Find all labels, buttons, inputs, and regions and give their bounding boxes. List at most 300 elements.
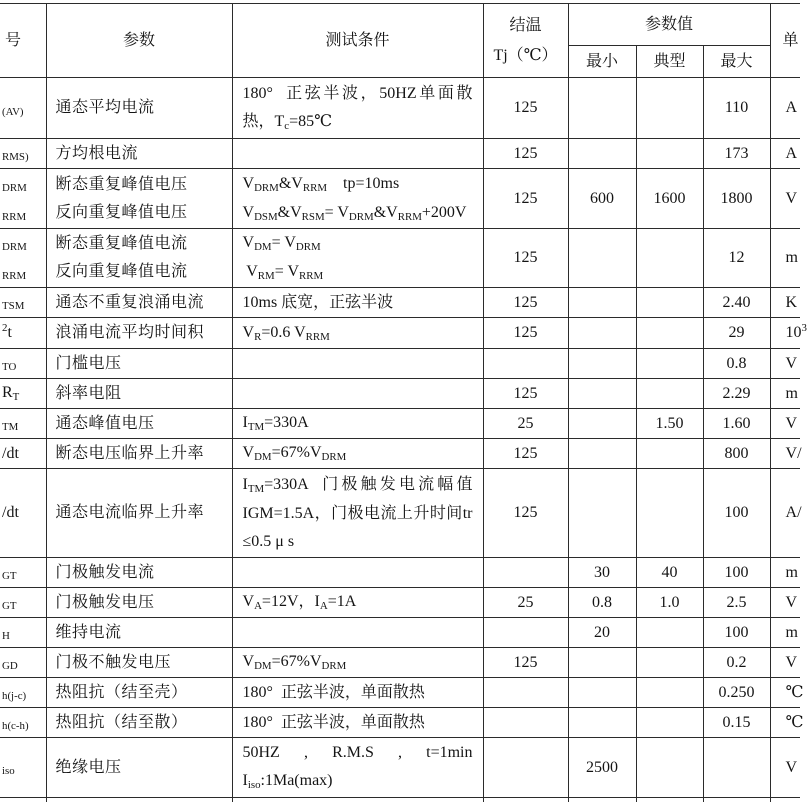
header-min: 最小: [568, 46, 636, 78]
unit-cell: [770, 139, 800, 169]
parameter-cell: [46, 648, 232, 678]
cell-line: [786, 559, 801, 587]
row-igt: [0, 558, 800, 588]
subscript: DM: [254, 241, 272, 254]
text-run: V: [242, 234, 255, 251]
unit-cell: [770, 439, 800, 469]
cell-line: [56, 258, 232, 286]
typ-cell: 40: [636, 558, 703, 588]
subscript: DRM: [321, 660, 347, 673]
cell-line: [2, 588, 46, 617]
row-rth-ch: [0, 708, 800, 738]
parameter-cell: [46, 439, 232, 469]
spec-table: [0, 3, 807, 802]
unit-cell: [770, 229, 800, 288]
condition-cell: [232, 439, 483, 469]
text-run: =330A: [264, 414, 309, 431]
text-run: V: [785, 758, 798, 776]
cell-line: [2, 379, 46, 408]
min-cell: [568, 229, 636, 288]
text-run: V/: [785, 444, 802, 462]
text-run: 通态不重复浪涌电流: [55, 293, 205, 311]
subscript: DRM: [348, 210, 374, 223]
unit-cell: [770, 288, 800, 318]
text-run: = V: [271, 234, 296, 251]
cell-line: [786, 649, 801, 677]
parameter-cell: [46, 588, 232, 618]
subscript: RM: [257, 270, 275, 283]
header-symbol: 号: [0, 4, 46, 78]
condition-cell: [232, 288, 483, 318]
cell-line: [56, 679, 232, 707]
symbol-cell: [0, 558, 46, 588]
cell-line: [243, 500, 473, 528]
cell-line: [2, 648, 46, 677]
table-body: [0, 78, 807, 802]
cell-line: [2, 499, 46, 527]
condition-cell: [232, 409, 483, 439]
text-run: &V: [278, 174, 303, 192]
typ-cell: [636, 349, 703, 379]
tj-cell: 25: [483, 409, 568, 439]
text-run: 反向重复峰值电压: [55, 203, 188, 221]
parameter-cell: [46, 708, 232, 738]
text-run: =0.6 V: [261, 323, 306, 341]
cell-line: [243, 409, 473, 438]
symbol-cell: [0, 678, 46, 708]
row-idrm-irrm: [0, 229, 800, 288]
text-run: A: [785, 144, 798, 162]
subscript: GT: [2, 600, 17, 613]
row-vgt: [0, 588, 800, 618]
text-run: 浪涌电流平均时间积: [55, 324, 205, 341]
cell-line: [243, 319, 473, 348]
text-run: 绝缘电压: [55, 758, 122, 776]
subscript: h(j-c): [2, 690, 27, 703]
cell-line: [243, 199, 473, 228]
cell-line: [56, 171, 232, 199]
subscript: GT: [2, 570, 17, 583]
tj-cell: 125: [483, 648, 568, 678]
subscript: RRM: [397, 210, 422, 223]
cell-line: [243, 528, 473, 556]
tj-cell: [483, 708, 568, 738]
condition-cell: [232, 349, 483, 379]
symbol-cell: [0, 798, 46, 802]
text-run: /dt: [2, 504, 19, 521]
cell-line: [56, 94, 232, 122]
superscript: 2: [2, 322, 8, 335]
condition-cell: [232, 738, 483, 798]
cell-line: [786, 499, 801, 527]
max-cell: 0.2: [703, 648, 770, 678]
min-cell: 30: [568, 558, 636, 588]
unit-cell: [770, 678, 804, 708]
parameter-cell: [46, 288, 232, 318]
parameter-cell: [46, 139, 232, 169]
cell-line: [2, 139, 46, 168]
header-row-top: [0, 4, 800, 46]
cell-line: [786, 619, 801, 647]
condition-cell: [232, 169, 483, 229]
text-run: 热阻抗（结至壳）: [55, 683, 188, 701]
subscript: DRM: [321, 451, 347, 464]
cell-line: [56, 319, 232, 347]
row-vdrm-vrrm: [0, 169, 800, 229]
typ-cell: [636, 618, 703, 648]
cell-line: [243, 679, 473, 707]
min-cell: [568, 708, 636, 738]
tj-cell: 25: [483, 588, 568, 618]
max-cell: 100: [703, 469, 770, 558]
row-vto: [0, 349, 800, 379]
cell-line: [56, 350, 232, 378]
text-run: 180° 正弦半波，单面散热: [242, 713, 425, 731]
text-run: ℃: [785, 713, 804, 731]
min-cell: [568, 648, 636, 678]
condition-cell: [232, 78, 483, 139]
cell-line: [785, 319, 807, 348]
subscript: A: [319, 600, 328, 613]
max-cell: 2.29: [703, 379, 770, 409]
cell-line: [2, 199, 46, 228]
parameter-cell: [46, 78, 232, 139]
tj-cell: [483, 558, 568, 588]
subscript: GD: [2, 660, 18, 673]
text-run: I: [242, 414, 248, 431]
cell-line: [56, 380, 232, 408]
cell-line: [243, 739, 473, 767]
subscript: h(c-h): [2, 720, 29, 733]
subscript: DM: [254, 660, 272, 673]
tj-cell: 125: [483, 229, 568, 288]
text-run: 门极触发电压: [55, 593, 155, 611]
max-cell: 1.60: [703, 409, 770, 439]
text-run: &V: [373, 203, 398, 221]
max-cell: [703, 798, 770, 802]
max-cell: 12: [703, 229, 770, 288]
text-run: V: [785, 189, 798, 207]
tj-cell: [483, 798, 568, 802]
subscript: TM: [247, 421, 265, 434]
subscript: iso: [247, 779, 261, 792]
cell-line: [786, 440, 801, 468]
row-rth-jc: [0, 678, 800, 708]
text-run: =85℃: [289, 112, 333, 130]
cell-line: [56, 559, 232, 587]
subscript: RRM: [2, 270, 27, 283]
subscript: TO: [2, 361, 17, 374]
symbol-cell: [0, 618, 46, 648]
text-run: 断态重复峰值电压: [55, 175, 188, 193]
max-cell: 0.250: [703, 678, 770, 708]
cell-line: [56, 754, 232, 782]
row-vgd: [0, 648, 800, 678]
min-cell: [568, 288, 636, 318]
text-run: V: [242, 444, 255, 461]
subscript: A: [254, 600, 262, 613]
text-run: 斜率电阻: [55, 384, 122, 402]
condition-cell: [232, 318, 483, 349]
text-run: R: [2, 384, 13, 401]
condition-cell: [232, 678, 483, 708]
subscript: RSM: [301, 210, 325, 223]
cell-line: [786, 754, 801, 782]
header-junction-temp-label: 结温: [509, 16, 542, 34]
cell-line: [786, 350, 801, 378]
subscript: RRM: [299, 270, 324, 283]
min-cell: 2500: [568, 738, 636, 798]
text-run: 热，T: [242, 112, 285, 130]
subscript: DM: [254, 451, 272, 464]
header-parameter-values: 参数值: [568, 4, 770, 46]
text-run: 180° 正弦半波，50HZ单面散: [242, 84, 473, 102]
subscript: DSM: [254, 210, 278, 223]
typ-cell: [636, 318, 703, 349]
subscript: c: [284, 119, 290, 132]
header-condition: 测试条件: [232, 4, 483, 78]
header-unit: 单: [770, 4, 800, 78]
cell-line: [2, 229, 46, 258]
cell-line: [2, 440, 46, 468]
typ-cell: [636, 379, 703, 409]
row-di-dt: [0, 469, 800, 558]
symbol-cell: [0, 169, 46, 229]
subscript: T: [12, 391, 20, 404]
subscript: DRM: [2, 181, 27, 194]
text-run: IGM=1.5A，门极电流上升时间tr: [242, 504, 473, 522]
parameter-cell: [46, 738, 232, 798]
cell-line: [2, 288, 46, 317]
symbol-cell: [0, 229, 46, 288]
max-cell: 29: [703, 318, 770, 349]
row-itsm: [0, 288, 800, 318]
min-cell: [568, 678, 636, 708]
typ-cell: [636, 798, 703, 802]
unit-cell: [770, 318, 807, 349]
condition-cell: [232, 798, 483, 802]
parameter-cell: [46, 678, 232, 708]
cell-line: [786, 140, 801, 168]
text-run: 50HZ , R.M.S , t=1min: [242, 744, 473, 761]
max-cell: 1800: [703, 169, 770, 229]
symbol-cell: [0, 738, 46, 798]
cell-line: [786, 185, 801, 213]
subscript: TM: [247, 482, 265, 495]
typ-cell: [636, 288, 703, 318]
text-run: 10ms 底宽，正弦半波: [242, 293, 394, 311]
min-cell: 0.8: [568, 588, 636, 618]
tj-cell: 125: [483, 139, 568, 169]
text-run: 断态电压临界上升率: [55, 444, 205, 462]
min-cell: [568, 318, 636, 349]
symbol-cell: [0, 78, 46, 139]
subscript: RRM: [2, 210, 27, 223]
header-max: 最大: [703, 46, 770, 78]
min-cell: [568, 409, 636, 439]
unit-cell: [770, 169, 800, 229]
parameter-cell: [46, 798, 232, 802]
cell-line: [56, 289, 232, 317]
row-ih: [0, 618, 800, 648]
cell-line: [243, 258, 473, 287]
unit-cell: [770, 558, 800, 588]
typ-cell: 1600: [636, 169, 703, 229]
unit-cell: [770, 648, 800, 678]
max-cell: 2.5: [703, 588, 770, 618]
subscript: DRM: [2, 241, 27, 254]
symbol-cell: [0, 469, 46, 558]
cell-line: [2, 170, 46, 199]
typ-cell: [636, 439, 703, 469]
condition-cell: [232, 379, 483, 409]
max-cell: 110: [703, 78, 770, 139]
cell-line: [56, 709, 232, 737]
symbol-cell: [0, 708, 46, 738]
tj-cell: 125: [483, 379, 568, 409]
text-run: ℃: [785, 683, 804, 701]
cell-line: [785, 709, 804, 737]
tj-cell: 125: [483, 469, 568, 558]
text-run: ≤0.5 μ s: [242, 532, 295, 550]
cell-line: [243, 709, 473, 737]
superscript: 3: [801, 322, 807, 335]
typ-cell: 1.50: [636, 409, 703, 439]
condition-cell: [232, 588, 483, 618]
text-run: 通态电流临界上升率: [55, 504, 205, 521]
cell-line: [2, 753, 46, 782]
unit-cell: [770, 349, 800, 379]
parameter-cell: [46, 229, 232, 288]
max-cell: 0.8: [703, 349, 770, 379]
cell-line: [56, 410, 232, 438]
row-viso: [0, 738, 800, 798]
tj-cell: 125: [483, 439, 568, 469]
subscript: R: [254, 330, 262, 343]
header-typ: 典型: [636, 46, 703, 78]
max-cell: 0.15: [703, 708, 770, 738]
text-run: A/: [785, 504, 802, 521]
cell-line: [243, 80, 473, 108]
unit-cell: [770, 708, 804, 738]
text-run: K: [785, 293, 798, 311]
cell-line: [786, 289, 801, 317]
cell-line: [243, 108, 473, 137]
subscript: DRM: [295, 241, 321, 254]
header-junction-temp: [483, 4, 568, 78]
tj-cell: 125: [483, 169, 568, 229]
typ-cell: [636, 708, 703, 738]
text-run: tp=10ms: [327, 174, 400, 192]
text-run: I: [242, 772, 248, 789]
symbol-cell: [0, 288, 46, 318]
cell-line: [243, 648, 473, 677]
tj-cell: [483, 618, 568, 648]
text-run: V: [242, 203, 255, 221]
cell-line: [56, 499, 232, 527]
condition-cell: [232, 708, 483, 738]
text-run: &V: [277, 203, 302, 221]
text-run: 通态峰值电压: [55, 414, 155, 432]
cell-line: [56, 589, 232, 617]
tj-cell: 125: [483, 318, 568, 349]
cell-line: [243, 170, 473, 199]
row-i2t: [0, 318, 800, 349]
text-run: 方均根电流: [55, 144, 139, 162]
min-cell: [568, 798, 636, 802]
cell-line: [243, 588, 473, 617]
text-run: V: [242, 263, 258, 280]
text-run: t: [7, 323, 12, 341]
text-run: V: [785, 653, 798, 671]
cell-line: [243, 439, 473, 468]
text-run: m: [785, 623, 798, 641]
cell-line: [786, 589, 801, 617]
text-run: =67%V: [271, 653, 322, 670]
cell-line: [56, 649, 232, 677]
cell-line: [2, 558, 46, 587]
header-parameter: 参数: [46, 4, 232, 78]
unit-cell: [770, 409, 800, 439]
unit-cell: [770, 618, 800, 648]
condition-cell: [232, 139, 483, 169]
min-cell: [568, 78, 636, 139]
max-cell: 173: [703, 139, 770, 169]
row-rt: [0, 379, 800, 409]
min-cell: [568, 469, 636, 558]
typ-cell: [636, 78, 703, 139]
parameter-cell: [46, 349, 232, 379]
min-cell: 600: [568, 169, 636, 229]
text-run: 断态重复峰值电流: [55, 235, 188, 252]
typ-cell: 1.0: [636, 588, 703, 618]
cell-line: [786, 410, 801, 438]
subscript: TSM: [2, 300, 25, 313]
row-dv-dt: [0, 439, 800, 469]
unit-cell: [770, 738, 800, 798]
text-run: 门极不触发电压: [55, 653, 172, 671]
subscript: RRM: [302, 181, 328, 194]
tj-cell: [483, 349, 568, 379]
cell-line: [2, 618, 46, 647]
parameter-cell: [46, 558, 232, 588]
tj-cell: 125: [483, 78, 568, 139]
typ-cell: [636, 648, 703, 678]
text-run: = V: [274, 263, 299, 280]
unit-cell: [770, 469, 800, 558]
text-run: 门极触发电流: [55, 563, 155, 581]
cell-line: [56, 440, 232, 468]
text-run: V: [242, 593, 255, 610]
text-run: =330A 门极触发电流幅值: [264, 475, 473, 493]
subscript: RMS): [2, 151, 29, 164]
cell-line: [243, 767, 473, 796]
text-run: m: [785, 563, 798, 581]
symbol-cell: [0, 318, 46, 349]
condition-cell: [232, 558, 483, 588]
cell-line: [2, 409, 46, 438]
subscript: RRM: [305, 330, 330, 343]
text-run: V: [242, 653, 255, 670]
typ-cell: [636, 738, 703, 798]
tj-cell: 125: [483, 288, 568, 318]
tj-cell: [483, 678, 568, 708]
text-run: 通态平均电流: [55, 99, 155, 116]
cell-line: [786, 94, 801, 122]
symbol-cell: [0, 139, 46, 169]
text-run: 维持电流: [55, 623, 122, 641]
typ-cell: [636, 139, 703, 169]
